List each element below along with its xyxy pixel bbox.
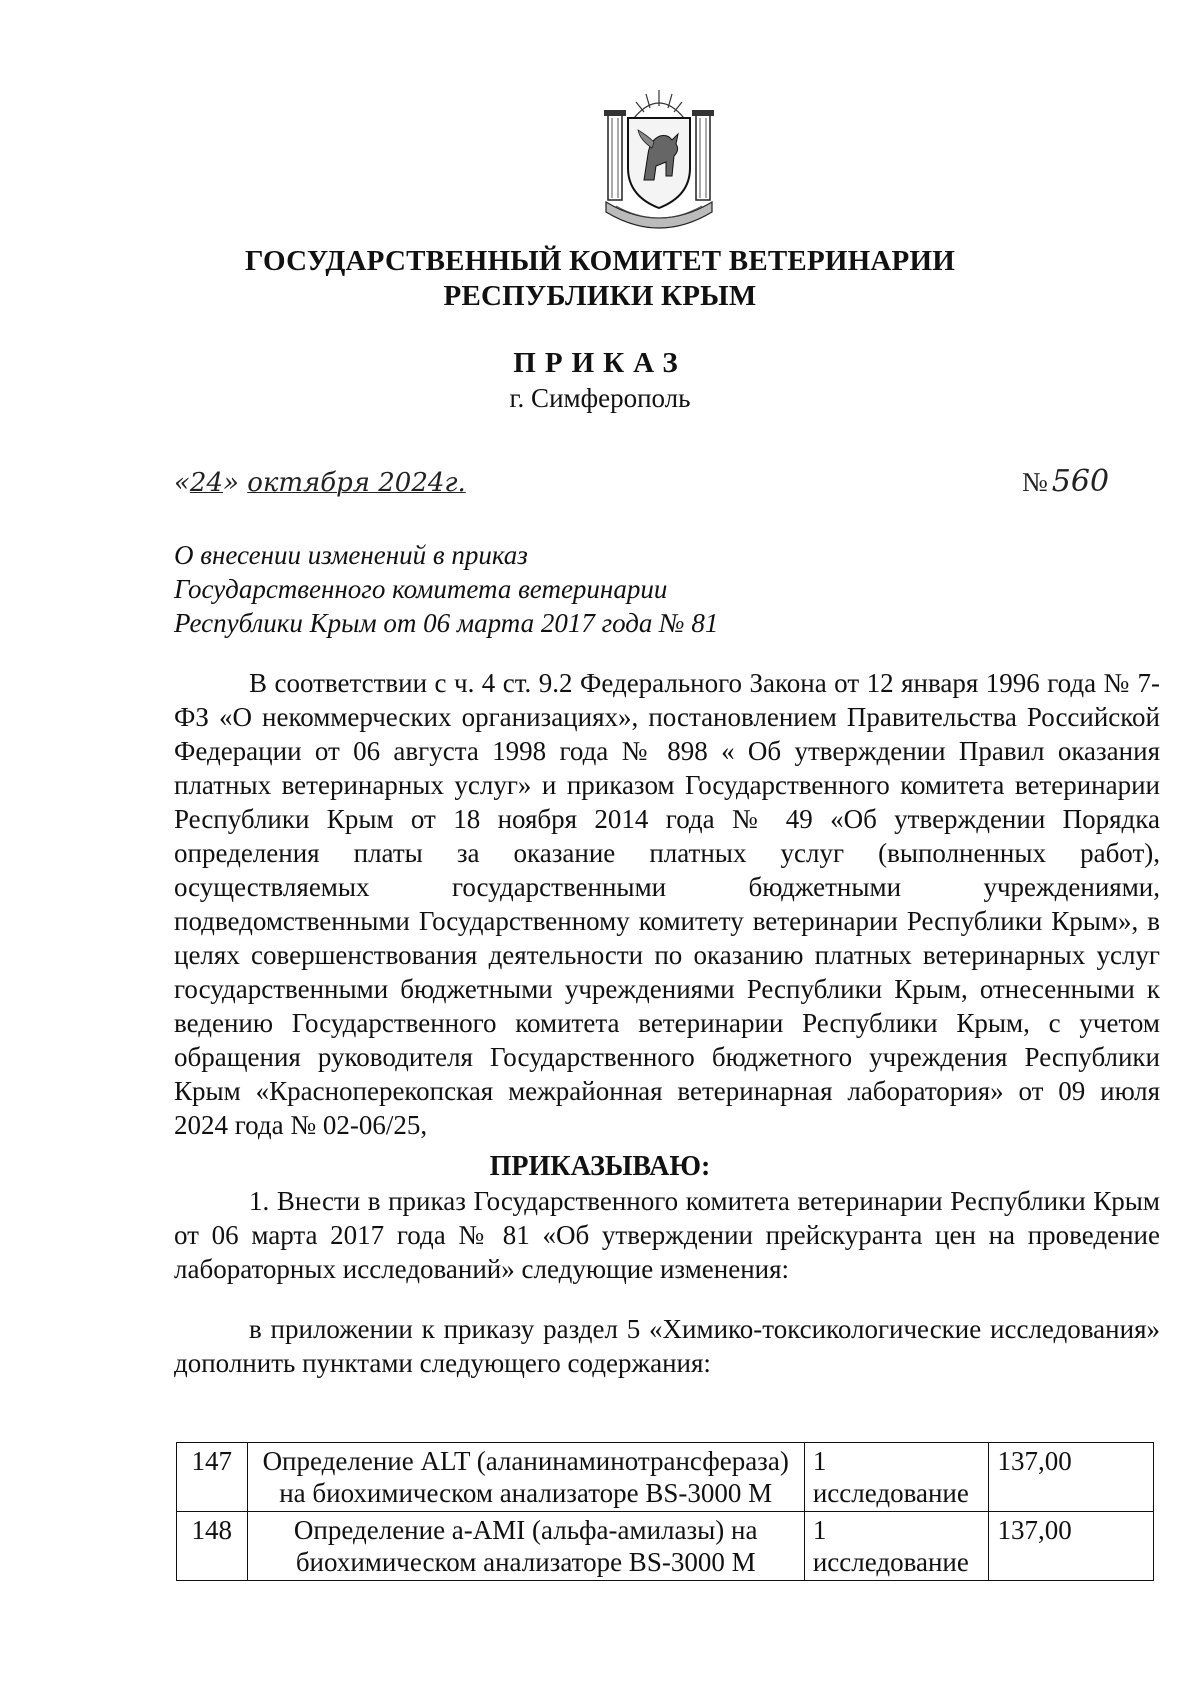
- date-open-quote: «: [174, 468, 190, 498]
- unit-of-measure: [804, 1512, 989, 1581]
- table-row: [177, 1443, 1154, 1512]
- organization-title: [0, 244, 1200, 314]
- service-name-line1: Определение a-AMI (альфа-амилазы) на: [293, 1515, 758, 1545]
- price-list-table: [176, 1442, 1154, 1581]
- order-item-1: 1. Внести в приказ Государственного комитета ветеринарии Республики Крым от 06 марта 2017 года № 81 «Об утверждении прейскуранта цен на проведение лабораторных исследований» следующие изменения:: [174, 1186, 1160, 1284]
- subject-line1: О внесении изменений в приказ: [174, 540, 528, 570]
- date-day: 24: [189, 468, 224, 498]
- document-city: г. Симферополь: [509, 383, 691, 413]
- unit-quantity: 1: [812, 1515, 827, 1545]
- order-number-prefix: №: [1022, 467, 1048, 497]
- service-price: 137,00: [989, 1443, 1154, 1512]
- document-type: ПРИКАЗ: [513, 347, 687, 379]
- order-subject: [174, 538, 874, 640]
- organization-title-line2: РЕСПУБЛИКИ КРЫМ: [443, 280, 757, 312]
- date-close-quote: »: [223, 468, 239, 498]
- row-number: 147: [177, 1443, 248, 1512]
- order-number: [1022, 464, 1109, 499]
- order-verb-heading: ПРИКАЗЫВАЮ:: [489, 1151, 711, 1182]
- appendix-instruction: в приложении к приказу раздел 5 «Химико-токсикологические исследования» дополнить пунктами следующего содержания:: [174, 1314, 1160, 1378]
- service-name-line2: биохимическом анализаторе BS-3000 M: [295, 1547, 756, 1577]
- preamble-paragraph: В соответствии с ч. 4 ст. 9.2 Федерального Закона от 12 января 1996 года № 7-ФЗ «О некоммерческих организациях», постановлением Правительства Российской Федерации от 06 августа 1998 года № 898 « Об утверждении Правил оказания платных ветеринарных услуг» и приказом Государственного комитета ветеринарии Республики Крым от 18 ноября 2014 года № 49 «Об утверждении Порядка определения платы за оказание платных услуг (выполненных работ), осуществляемых государственными бюджетными учреждениями, подведомственными Государственному комитету ветеринарии Республики Крым», в целях совершенствования деятельности по оказанию платных ветеринарных услуг государственными бюджетными учреждениями Республики Крым, отнесенными к ведению Государственного комитета ветеринарии Республики Крым, с учетом обращения руководителя Государственного бюджетного учреждения Республики Крым «Красноперекопская межрайонная ветеринарная лаборатория» от 09 июля 2024 года № 02-06/25,: [174, 668, 1160, 1140]
- service-name-line1: Определение ALT (аланинаминотрансфераза): [262, 1446, 789, 1476]
- order-date: [174, 468, 466, 498]
- unit-quantity: 1: [812, 1446, 827, 1476]
- organization-title-line1: ГОСУДАРСТВЕННЫЙ КОМИТЕТ ВЕТЕРИНАРИИ: [245, 245, 955, 277]
- subject-line2: Государственного комитета ветеринарии: [174, 574, 668, 604]
- service-price: 137,00: [989, 1512, 1154, 1581]
- subject-line3: Республики Крым от 06 марта 2017 года № 81: [174, 608, 719, 638]
- order-number-value: 560: [1051, 464, 1110, 499]
- crimea-coat-of-arms-icon: [594, 84, 724, 236]
- service-name: [247, 1443, 804, 1512]
- row-number: 148: [177, 1512, 248, 1581]
- table-row: [177, 1512, 1154, 1581]
- service-name: [247, 1512, 804, 1581]
- date-month-year: октября 2024г.: [247, 468, 466, 498]
- unit-word: исследование: [812, 1478, 969, 1508]
- unit-of-measure: [804, 1443, 989, 1512]
- service-name-line2: на биохимическом анализаторе BS-3000 M: [279, 1478, 773, 1508]
- unit-word: исследование: [812, 1547, 969, 1577]
